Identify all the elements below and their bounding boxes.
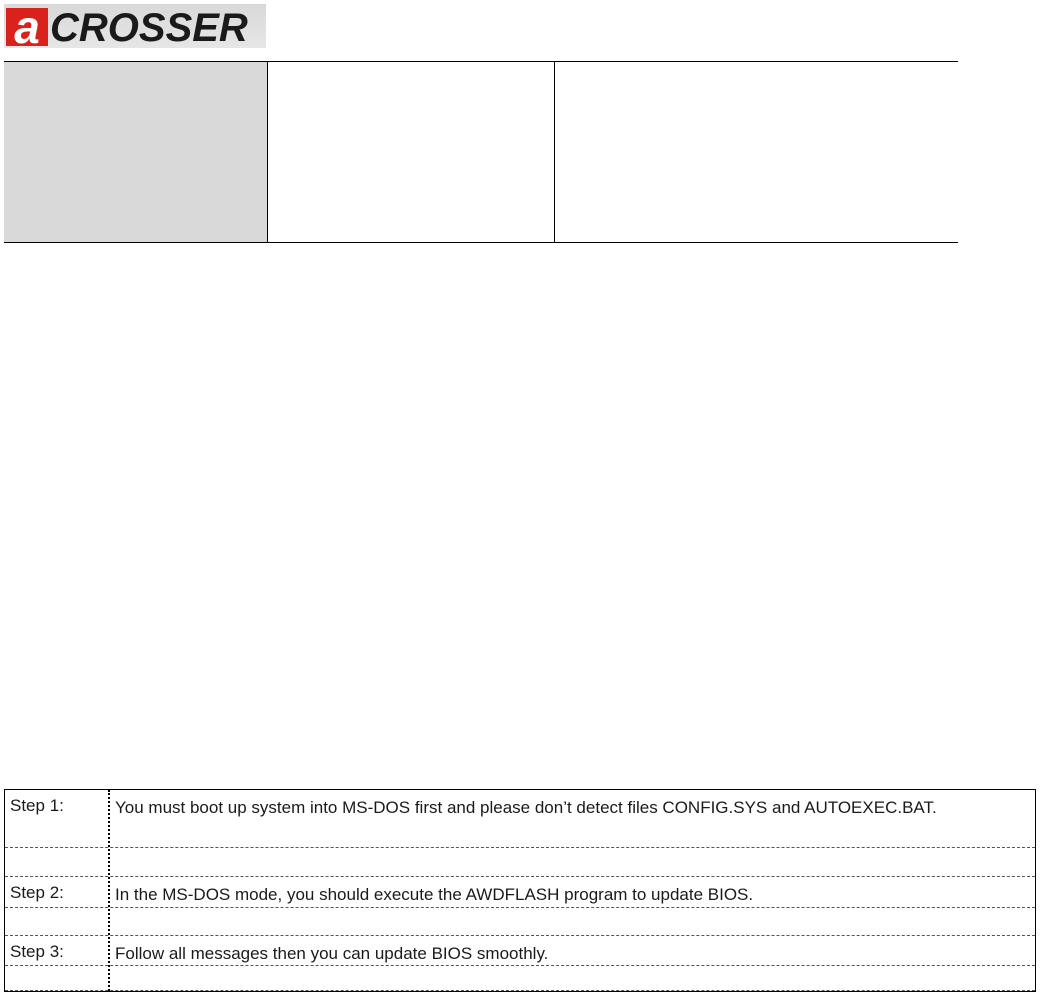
step-row-spacer-2 <box>5 908 1035 936</box>
step-row-spacer-1 <box>5 848 1035 877</box>
step-text: You must boot up system into MS-DOS first and please don’t detect files CONFIG.SYS and AUTOEXEC.BAT. <box>115 798 937 817</box>
step-row-3 <box>5 936 1035 966</box>
header-cell-right <box>555 62 958 242</box>
step-text: Follow all messages then you can update BIOS smoothly. <box>115 944 549 963</box>
step-row-1 <box>5 790 1035 848</box>
header-table <box>4 61 958 243</box>
header-cell-shaded <box>4 62 268 242</box>
acrosser-logo <box>4 4 266 48</box>
step-label: Step 2: <box>10 883 64 902</box>
steps-table <box>4 789 1036 992</box>
steps-column-divider <box>108 790 110 991</box>
step-row-spacer-3 <box>5 966 1035 991</box>
acrosser-logo-mark <box>4 4 266 48</box>
logo-wordmark: CROSSER <box>50 6 248 48</box>
step-label: Step 3: <box>10 942 64 961</box>
step-row-2 <box>5 877 1035 908</box>
step-text: In the MS-DOS mode, you should execute the AWDFLASH program to update BIOS. <box>115 885 754 904</box>
header-cell-middle <box>268 62 555 242</box>
logo-letter: a <box>14 4 40 48</box>
step-label: Step 1: <box>10 796 64 815</box>
